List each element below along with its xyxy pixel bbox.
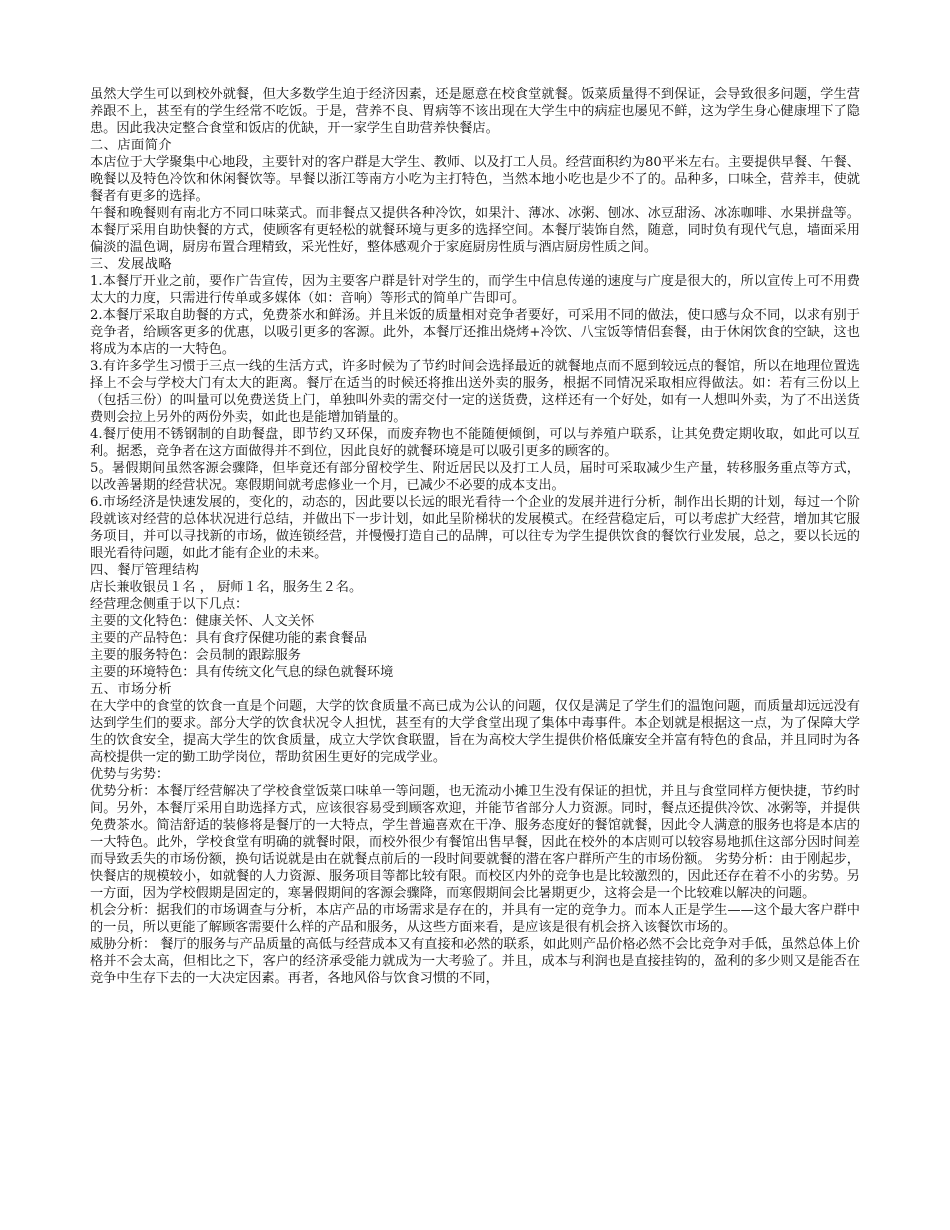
swot-heading: 优势与劣势： [90,767,170,782]
philosophy-intro: 经营理念侧重于以下几点： [90,597,249,612]
intro-paragraph: 虽然大学生可以到校外就餐，但大多数学生迫于经济因素，还是愿意在校食堂就餐。饭菜质量得不到保证，会导致很多问题，学生营养跟不上，甚至有的学生经常不吃饭。于是，营养不良、胃病等不该出现在大学生中的病症也屡见不鲜，这为学生身心健康埋下了隐患。因此我决定整合食堂和饭店的优缺，开一家学生自助营养快餐店。 [90,87,860,136]
strength-weakness-paragraph: 优势分析：本餐厅经营解决了学校食堂饭菜口味单一等问题，也无流动小摊卫生没有保证的担忧，并且与食堂同样方便快捷，节约时间。另外，本餐厅采用自助选择方式，应该很容易受到顾客欢迎，并能节省部分人力资源。同时，餐点还提供冷饮、冰粥等，并提供免费茶水。简洁舒适的装修将是餐厅的一大特点，学生普遍喜欢在干净、服务态度好的餐馆就餐，因此令人满意的服务也将是本店的一大特色。此外，学校食堂有明确的就餐时限，而校外很少有餐馆出售早餐，因此在校外的本店则可以较容易地抓住这部分因时间差而导致丢失的市场份额，换句话说就是由在就餐点前后的一段时间要就餐的潜在客户群所产生的市场份额。 劣势分析：由于刚起步，快餐店的规模较小，如就餐的人力资源、服务项目等都比较有限。而校区内外的竞争也是比较激烈的，因此还存在着不小的劣势。另一方面，因为学校假期是固定的，寒暑假期间的客源会骤降，而寒假期间会比暑期更少，这将会是一个比较难以解决的问题。 [90,784,860,901]
service-feature: 主要的服务特色：会员制的跟踪服务 [90,648,301,663]
strategy-item-4: 4.餐厅使用不锈钢制的自助餐盘，即节约又环保，而废弃物也不能随便倾倒，可以与养殖户联系，让其免费定期收取，如此可以互利。据悉，竞争者在这方面做得并不到位，因此良好的就餐环境是可以吸引更多的顾客的。 [90,427,860,459]
store-location-paragraph: 本店位于大学聚集中心地段，主要针对的客户群是大学生、教师、以及打工人员。经营面积约为80平米左右。主要提供早餐、午餐、晚餐以及特色冷饮和休闲餐饮等。早餐以浙江等南方小吃为主打特色，当然本地小吃也是少不了的。品种多，口味全，营养丰，使就餐者有更多的选择。 [90,155,860,204]
opportunity-paragraph: 机会分析：据我们的市场调查与分析，本店产品的市场需求是存在的，并具有一定的竞争力。而本人正是学生——这个最大客户群中的一员，所以更能了解顾客需要什么样的产品和服务，从这些方面来看，是应该是很有机会挤入该餐饮市场的。 [90,903,860,935]
strategy-item-2: 2.本餐厅采取自助餐的方式，免费茶水和鲜汤。并且米饭的质量相对竞争者要好，可采用不同的做法，使口感与众不同，以求有别于竞争者，给顾客更多的优惠，以吸引更多的客源。此外，本餐厅还推出烧烤+冷饮、八宝饭等情侣套餐，由于休闲饮食的空缺，这也将成为本店的一大特色。 [90,308,860,357]
staff-line: 店长兼收银员１名 ， 厨师１名，服务生２名。 [90,580,363,595]
section-heading-management: 四、餐厅管理结构 [90,563,200,578]
strategy-item-6: 6.市场经济是快速发展的，变化的，动态的，因此要以长远的眼光看待一个企业的发展并进行分析，制作出长期的计划，每过一个阶段就该对经营的总体状况进行总结，并做出下一步计划，如此呈阶梯状的发展模式。在经营稳定后，可以考虑扩大经营，增加其它服务项目，并可以寻找新的市场，做连锁经营，并慢慢打造自己的品牌，可以往专为学生提供饮食的餐饮行业发展，总之，要以长远的眼光看待问题，如此才能有企业的未来。 [90,495,860,561]
culture-feature: 主要的文化特色：健康关怀、人文关怀 [90,614,315,629]
section-heading-market: 五、市场分析 [90,682,173,697]
strategy-item-3: 3.有许多学生习惯于三点一线的生活方式，许多时候为了节约时间会选择最近的就餐地点而不愿到较远点的餐馆，所以在地理位置选择上不会与学校大门有太大的距离。餐厅在适当的时候还将推出送外卖的服务，根据不同情况采取相应得做法。如：若有三份以上（包括三份）的叫量可以免费送货上门，单独叫外卖的需交付一定的送货费，这样还有一个好处，如有一人想叫外卖，为了不出送货费则会拉上另外的两份外卖，如此也是能增加销量的。 [90,359,860,425]
product-feature: 主要的产品特色：具有食疗保健功能的素食餐品 [90,631,367,646]
strategy-item-1: 1.本餐厅开业之前，要作广告宣传，因为主要客户群是针对学生的，而学生中信息传递的速度与广度是很大的，所以宣传上可不用费太大的力度，只需进行传单或多媒体（如：音响）等形式的简单广告即可。 [90,274,860,306]
market-paragraph: 在大学中的食堂的饮食一直是个问题，大学的饮食质量不高已成为公认的问题，仅仅是满足了学生们的温饱问题，而质量却远远没有达到学生们的要求。部分大学的饮食状况令人担忧，甚至有的大学食堂出现了集体中毒事件。本企划就是根据这一点，为了保障大学生的饮食安全，提高大学生的饮食质量，成立大学饮食联盟，旨在为高校大学生提供价格低廉安全并富有特色的食品，并且同时为各高校提供一定的勤工助学岗位，帮助贫困生更好的完成学业。 [90,699,860,765]
store-menu-paragraph: 午餐和晚餐则有南北方不同口味菜式。而非餐点又提供各种冷饮，如果汁、薄冰、冰粥、刨冰、冰豆甜汤、冰冻咖啡、水果拼盘等。本餐厅采用自助快餐的方式，使顾客有更轻松的就餐环境与更多的选择空间。本餐厅装饰自然，随意，同时负有现代气息，墙面采用偏淡的温色调，厨房布置合理精致，采光性好，整体感观介于家庭厨房性质与酒店厨房性质之间。 [90,206,860,255]
threat-paragraph: 威胁分析： 餐厅的服务与产品质量的高低与经营成本又有直接和必然的联系，如此则产品价格必然不会比竞争对手低，虽然总体上价格并不会太高，但相比之下，客户的经济承受能力就成为一大考验了。并且，成本与利润也是直接挂钩的，盈利的多少则又是能否在竞争中生存下去的一大决定因素。再者，各地风俗与饮食习惯的不同， [90,937,860,986]
section-heading-store-intro: 二、店面简介 [90,138,173,153]
strategy-item-5: 5。暑假期间虽然客源会骤降，但毕竟还有部分留校学生、附近居民以及打工人员，届时可采取减少生产量，转移服务重点等方式，以改善暑期的经营状况。寒假期间就考虑修业一个月，已减少不必要的成本支出。 [90,461,860,493]
section-heading-strategy: 三、发展战略 [90,257,173,272]
environment-feature: 主要的环境特色：具有传统文化气息的绿色就餐环境 [90,665,394,680]
